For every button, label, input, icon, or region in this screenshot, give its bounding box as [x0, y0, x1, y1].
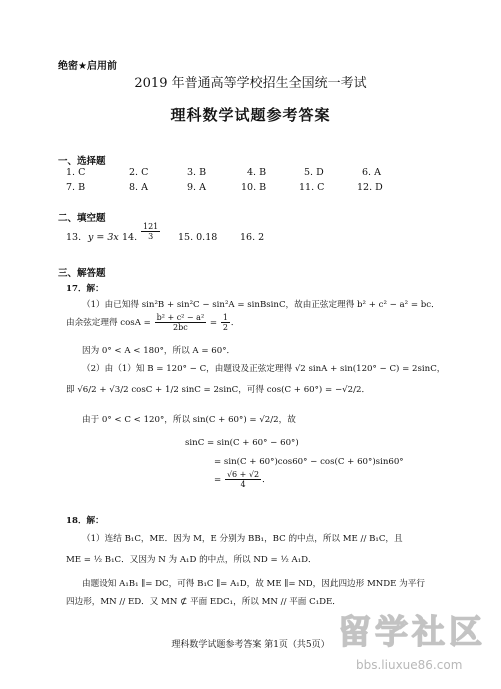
solution-18-line-1: （1）连结 B₁C，ME．因为 M，E 分别为 BB₁，BC 的中点，所以 ME // B₁C，且 [82, 534, 403, 544]
choice-answer: 2. C [129, 167, 149, 178]
choice-answer: 1. C [66, 167, 86, 178]
question-18-label: 18．解： [66, 516, 104, 526]
fill-answer-16: 16. 2 [240, 232, 265, 243]
fill-answer-14-number: 14. [122, 232, 138, 243]
solution-17-line-5: 即 √6/2 + √3/2 cosC + 1/2 sinC = 2sinC，可得 cos(C + 60°) = −√2/2． [66, 385, 371, 395]
choice-answer: 7. B [66, 182, 86, 193]
watermark-url: bbs.liuxue86.com [356, 658, 463, 672]
choice-answer: 4. B [247, 167, 267, 178]
solution-17-line-2: 由余弦定理得 cosA = $\frac{\text{b² + c² − a²}}{2bc}$ = $\frac{1}{2}$ ． [66, 313, 240, 332]
solution-18-line-4: 四边形，MN // ED．又 MN ⊄ 平面 EDC₁，所以 MN // 平面 C₁DE． [66, 597, 341, 607]
solution-17-line-3: 因为 0° < A < 180°，所以 A = 60°． [82, 346, 236, 356]
solution-18-line-2: ME = ½ B₁C．又因为 N 为 A₁D 的中点，所以 ND = ½ A₁D． [66, 555, 317, 565]
fill-answer-13: y = 3x [88, 232, 119, 243]
page-title: 理科数学试题参考答案 [170, 106, 331, 124]
choice-answer: 6. A [362, 167, 381, 178]
section-heading-fill: 二、填空题 [58, 213, 106, 224]
choice-answer: 5. D [304, 167, 324, 178]
exam-name: 2019 年普通高等学校招生全国统一考试 [134, 76, 367, 91]
question-17-label: 17．解： [66, 284, 104, 294]
page-footer: 理科数学试题参考答案 第1页（共5页） [171, 640, 330, 650]
solution-17-line-4: （2）由（1）知 B = 120° − C，由题设及正弦定理得 √2 sinA + sin(120° − C) = 2sinC， [82, 364, 446, 374]
section-heading-choice: 一、选择题 [58, 156, 106, 167]
choice-answer: 3. B [187, 167, 207, 178]
solution-17-line-6: 由于 0° < C < 120°，所以 sin(C + 60°) = √2/2，故 [82, 415, 296, 425]
section-heading-solutions: 三、解答题 [58, 268, 106, 279]
confidential-label: 绝密★启用前 [58, 61, 117, 72]
fill-answer-14: $\frac{121}{3}$ [143, 222, 159, 241]
fill-answer-13-number: 13. [66, 232, 82, 243]
fill-answer-15: 15. 0.18 [178, 232, 218, 243]
choice-answer: 9. A [187, 182, 206, 193]
solution-18-line-3: 由题设知 A₁B₁ ∥= DC，可得 B₁C ∥= A₁D，故 ME ∥= ND，因此四边形 MNDE 为平行 [82, 579, 425, 589]
solution-17-line-1: （1）由已知得 sin²B + sin²C − sin²A = sinBsinC，故由正弦定理得 b² + c² − a² = bc． [82, 300, 440, 310]
choice-answer: 12. D [357, 182, 383, 193]
choice-answer: 10. B [241, 182, 267, 193]
watermark-logo: 留学社区 [338, 612, 486, 651]
solution-17-equation-3: = $\frac{√6 + √2}{4}$ ． [214, 470, 271, 489]
solution-17-equation-2: = sin(C + 60°)cos60° − cos(C + 60°)sin60° [214, 457, 404, 467]
solution-17-equation-1: sinC = sin(C + 60° − 60°) [185, 438, 299, 448]
choice-answer: 8. A [129, 182, 148, 193]
choice-answer: 11. C [299, 182, 325, 193]
